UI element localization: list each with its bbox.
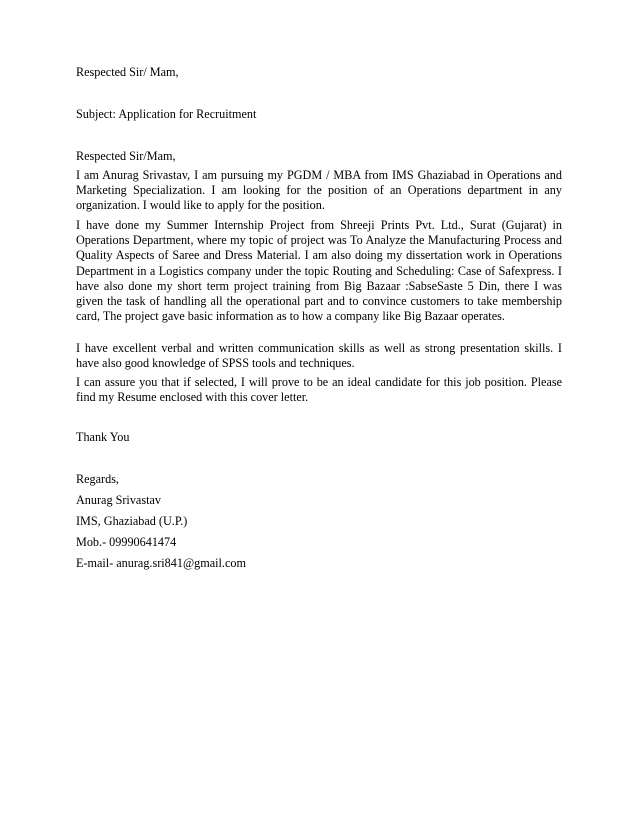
signature-email: E-mail- anurag.sri841@gmail.com xyxy=(76,556,246,570)
paragraph-experience: I have done my Summer Internship Project from Shreeji Prints Pvt. Ltd., Surat (Gujarat) in Operations Department, where my topic of project was To Analyze the Manufacturing Process and Quality Aspects of Saree and Dress Material. I am also doing my dissertation work in Operations Department in a Logistics company under the topic Routing and Scheduling: Case of Safexpress. I have also done my short term project training from Big Bazaar :SabseSaste 5 Din, there I was given the task of handling all the operational part and to convince customers to take membership card, The project gave basic information as to how a company like Big Bazaar operates. xyxy=(76,218,562,324)
paragraph-skills: I have excellent verbal and written communication skills as well as strong presentation skills. I have also good knowledge of SPSS tools and techniques. xyxy=(76,341,562,371)
thank-you: Thank You xyxy=(76,430,130,444)
subject-line: Subject: Application for Recruitment xyxy=(76,107,257,121)
paragraph-introduction: I am Anurag Srivastav, I am pursuing my PGDM / MBA from IMS Ghaziabad in Operations and Marketing Specialization. I am looking for the position of an Operations department in any organization. I would like to apply for the position. xyxy=(76,168,562,213)
signature-institute: IMS, Ghaziabad (U.P.) xyxy=(76,514,188,528)
regards: Regards, xyxy=(76,472,119,486)
signature-name: Anurag Srivastav xyxy=(76,493,161,507)
paragraph-closing: I can assure you that if selected, I will prove to be an ideal candidate for this job position. Please find my Resume enclosed with this cover letter. xyxy=(76,375,562,405)
greeting: Respected Sir/Mam, xyxy=(76,149,176,163)
opening-salutation: Respected Sir/ Mam, xyxy=(76,65,179,79)
signature-mobile: Mob.- 09990641474 xyxy=(76,535,177,549)
